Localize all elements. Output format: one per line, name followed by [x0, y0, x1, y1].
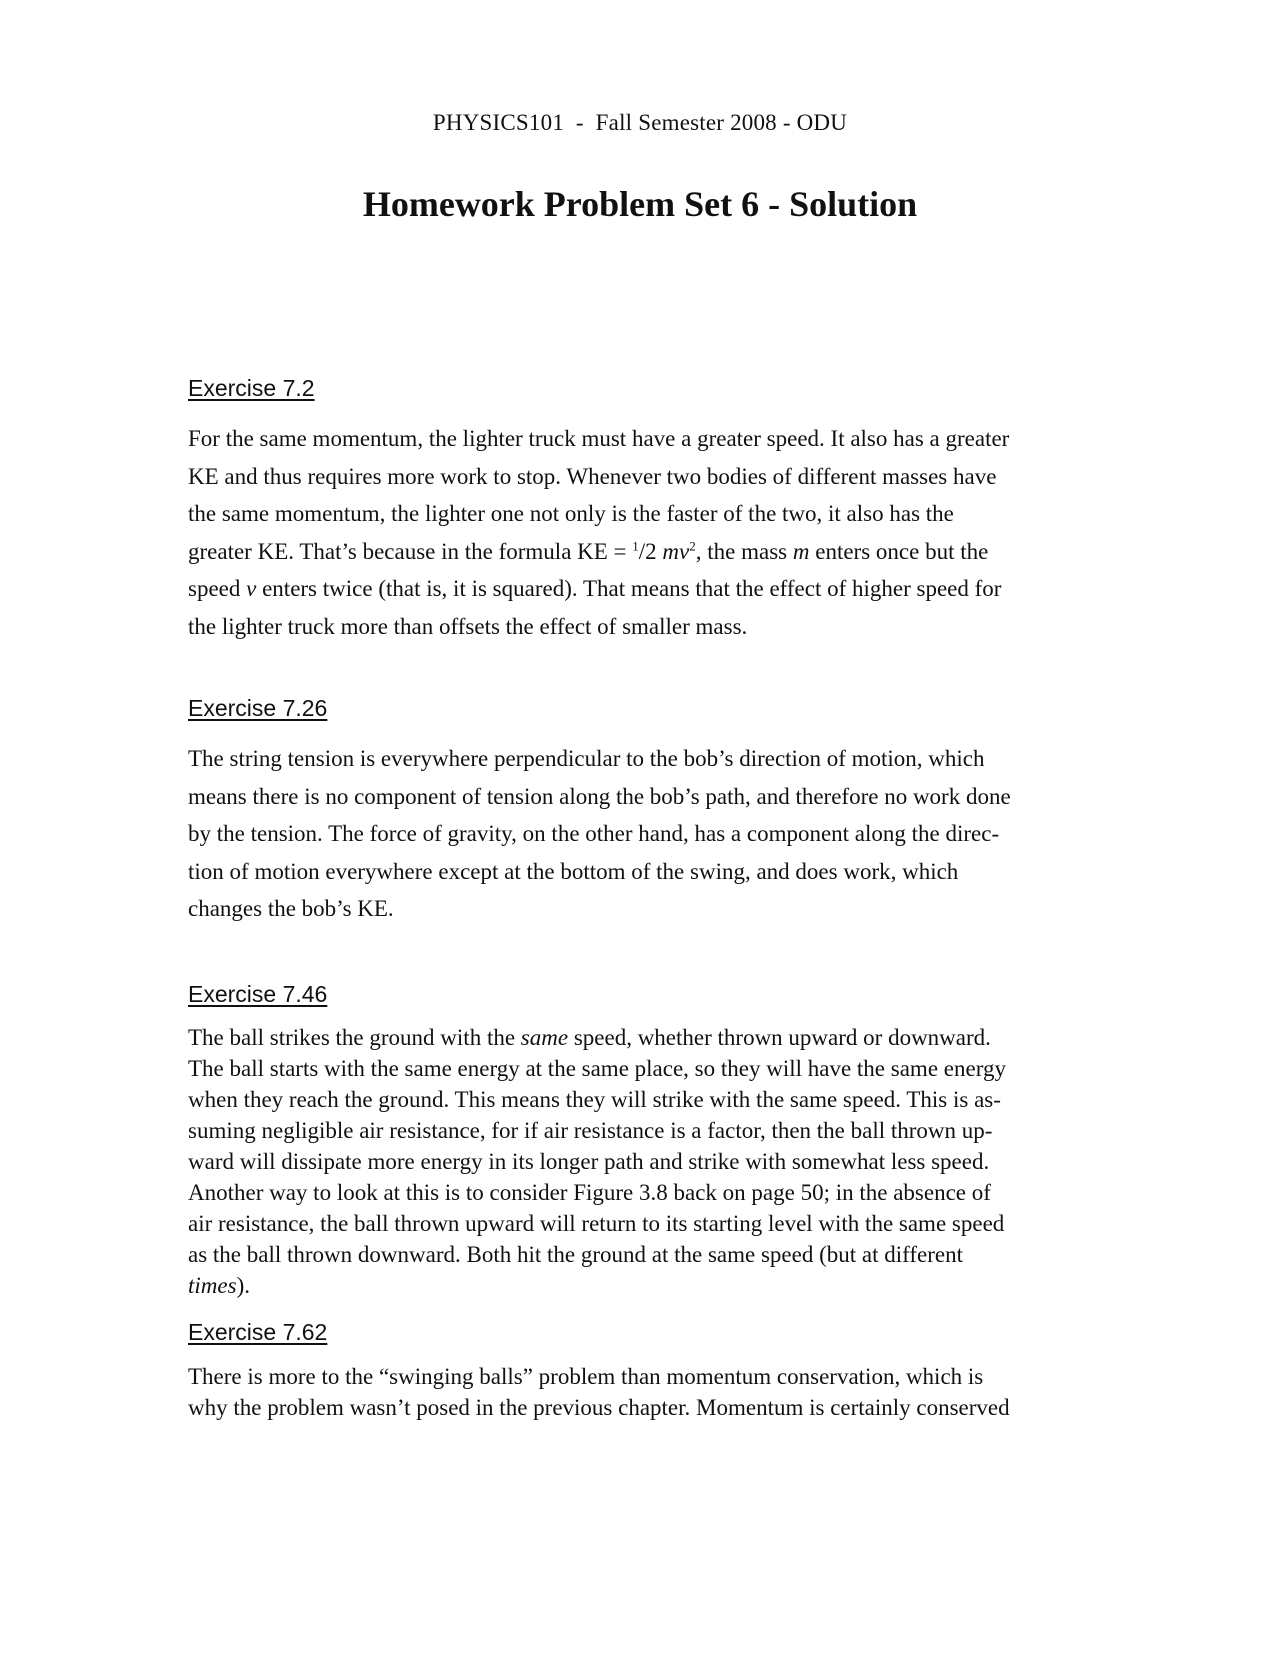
text-line: The ball starts with the same energy at the same place, so they will have the same energy: [188, 1056, 1006, 1081]
exercise-7-26-text: [188, 740, 1088, 928]
formula-line: [188, 533, 1088, 571]
text-line: ward will dissipate more energy in its longer path and strike with somewhat less speed.: [188, 1149, 990, 1174]
text-fragment: enters once but the: [809, 538, 989, 564]
superscript: 1: [632, 537, 639, 553]
text-fragment: speed: [188, 576, 247, 601]
text-fragment: /2: [638, 538, 663, 564]
text-line: the same momentum, the lighter one not only is the faster of the two, it also has the: [188, 501, 954, 526]
exercise-7-62-heading: Exercise 7.62: [188, 1319, 328, 1345]
course-header: PHYSICS101 - Fall Semester 2008 - ODU: [432, 110, 848, 135]
text-line: why the problem wasn’t posed in the previous chapter. Momentum is certainly conserved: [188, 1395, 1010, 1420]
text-line: by the tension. The force of gravity, on the other hand, has a component along the direc-: [188, 821, 1000, 846]
text-line: Another way to look at this is to consider Figure 3.8 back on page 50; in the absence of: [188, 1180, 991, 1205]
exercise-7-46-heading: Exercise 7.46: [188, 981, 328, 1007]
text-line: The string tension is everywhere perpendicular to the bob’s direction of motion, which: [188, 746, 985, 771]
text-line: changes the bob’s KE.: [188, 896, 394, 921]
text-line: There is more to the “swinging balls” problem than momentum conservation, which is: [188, 1364, 984, 1389]
text-fragment: greater KE. That’s because in the formula KE =: [188, 538, 633, 564]
text-line: KE and thus requires more work to stop. Whenever two bodies of different masses have: [188, 463, 997, 489]
text-line: when they reach the ground. This means they will strike with the same speed. This is as-: [188, 1087, 1001, 1112]
text-line: means there is no component of tension along the bob’s path, and therefore no work done: [188, 783, 1011, 809]
exercise-7-26-heading: Exercise 7.26: [188, 695, 328, 721]
page-title: Homework Problem Set 6 - Solution: [362, 184, 918, 224]
exercise-7-2-heading: Exercise 7.2: [188, 375, 315, 401]
text-line: as the ball thrown downward. Both hit the ground at the same speed (but at different: [188, 1242, 963, 1267]
math-variable: m: [792, 538, 810, 564]
math-variable: mv: [662, 538, 690, 564]
superscript: 2: [689, 537, 696, 553]
text-fragment: enters twice (that is, it is squared). That means that the effect of higher speed for: [256, 576, 1002, 601]
exercise-7-62-text: [188, 1361, 1088, 1423]
text-line: [188, 1022, 1088, 1053]
text-line: the lighter truck more than offsets the effect of smaller mass.: [188, 613, 748, 639]
emphasis: same: [520, 1025, 569, 1050]
text-line: [188, 570, 1088, 608]
exercise-7-46-text: [188, 1022, 1088, 1301]
math-variable: v: [246, 576, 257, 601]
text-fragment: ).: [236, 1273, 250, 1298]
text-fragment: The ball strikes the ground with the: [188, 1025, 521, 1050]
text-fragment: speed, whether thrown upward or downward.: [568, 1025, 991, 1050]
text-line: For the same momentum, the lighter truck must have a greater speed. It also has a greater: [188, 426, 1010, 451]
text-line: [188, 1270, 1088, 1301]
text-line: tion of motion everywhere except at the bottom of the swing, and does work, which: [188, 858, 959, 884]
text-fragment: , the mass: [695, 538, 793, 564]
text-line: suming negligible air resistance, for if air resistance is a factor, then the ball thrown up-: [188, 1118, 993, 1143]
exercise-7-2-text: [188, 420, 1088, 645]
text-line: air resistance, the ball thrown upward will return to its starting level with the same speed: [188, 1211, 1005, 1236]
emphasis: times: [188, 1273, 237, 1298]
